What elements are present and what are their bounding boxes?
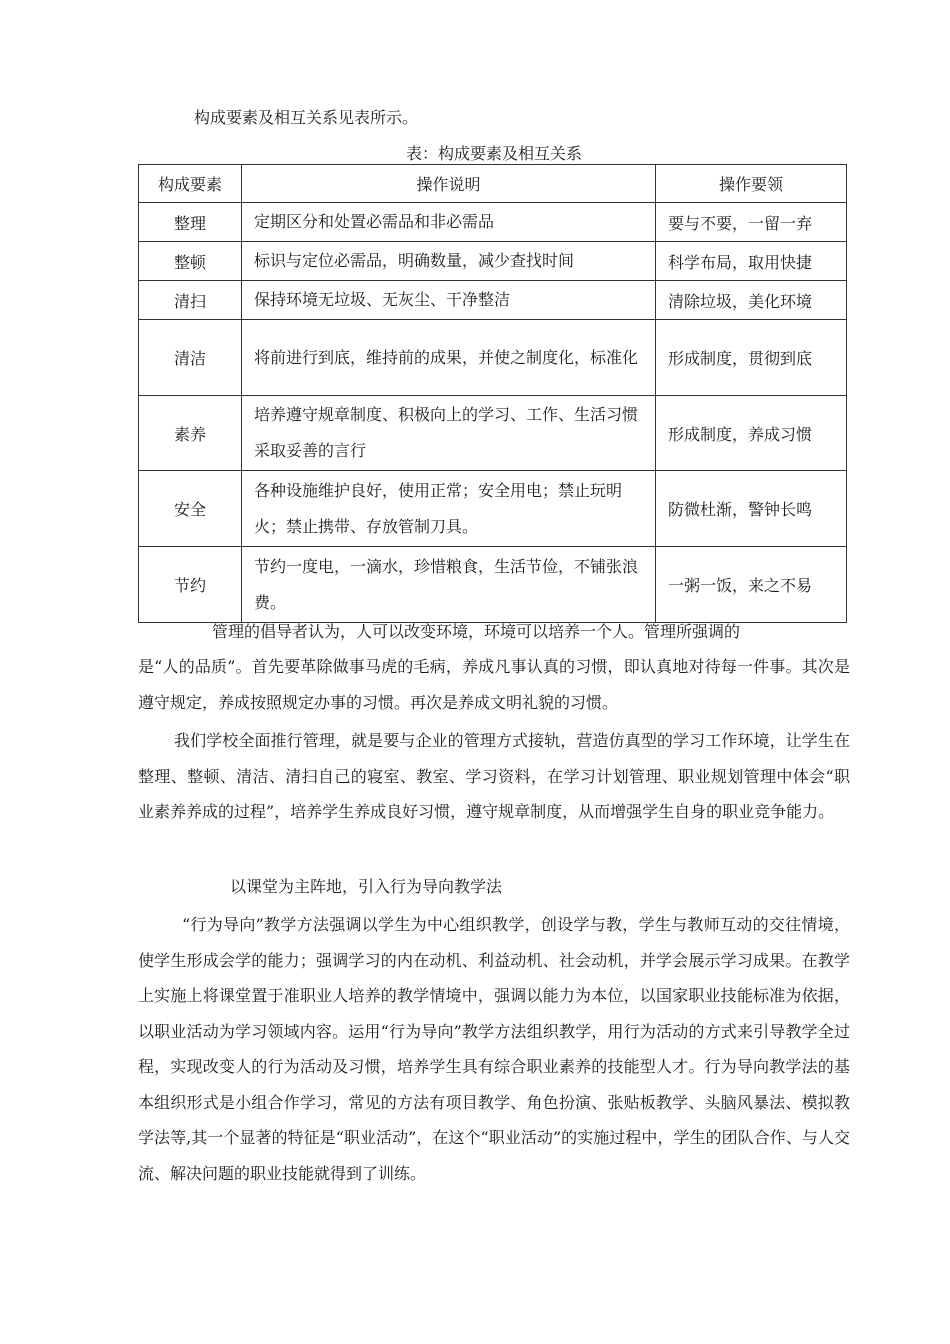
key-point-cell: 防微杜渐，警钟长鸣 — [656, 471, 847, 547]
element-cell: 安全 — [139, 471, 242, 547]
description-cell: 培养遵守规章制度、积极向上的学习、工作、生活习惯采取妥善的言行 — [242, 396, 656, 471]
section-heading: 以课堂为主阵地，引入行为导向教学法 — [230, 877, 503, 896]
key-point-cell: 清除垃圾，美化环境 — [656, 281, 847, 320]
element-cell: 整理 — [139, 203, 242, 242]
table-row — [139, 396, 847, 471]
description-cell: 定期区分和处置必需品和非必需品 — [242, 203, 656, 242]
paragraph-1-continued: 是“人的品质”。首先要革除做事马虎的毛病，养成凡事认真的习惯，即认真地对待每一件事。其次是遵守规定，养成按照规定办事的习惯。再次是养成文明礼貌的习惯。 — [138, 657, 850, 712]
table-row — [139, 203, 847, 242]
table-header-row — [139, 165, 847, 203]
column-header: 操作要领 — [656, 165, 847, 203]
paragraph-2: 我们学校全面推行管理，就是要与企业的管理方式接轨，营造仿真型的学习工作环境，让学生在整理、整顿、清洁、清扫自己的寝室、教室、学习资料，在学习计划管理、职业规划管理中体会“职业素养养成的过程”，培养学生养成良好习惯，遵守规章制度，从而增强学生自身的职业竞争能力。 — [138, 731, 850, 821]
column-header: 操作说明 — [242, 165, 656, 203]
key-point-cell: 形成制度，贯彻到底 — [656, 320, 847, 396]
element-cell: 清扫 — [139, 281, 242, 320]
description-cell: 各种设施维护良好，使用正常；安全用电；禁止玩明火；禁止携带、存放管制刀具。 — [242, 471, 656, 547]
description-cell: 标识与定位必需品，明确数量，减少查找时间 — [242, 242, 656, 281]
element-cell: 素养 — [139, 396, 242, 471]
intro-text: 构成要素及相互关系见表所示。 — [194, 108, 419, 127]
element-cell: 整顿 — [139, 242, 242, 281]
table-row — [139, 281, 847, 320]
table-row — [139, 471, 847, 547]
paragraph-3: “行为导向”教学方法强调以学生为中心组织教学，创设学与教，学生与教师互动的交往情境，使学生形成会学的能力；强调学习的内在动机、利益动机、社会动机，并学会展示学习成果。在教学上实施上将课堂置于准职业人培养的教学情境中，强调以能力为本位，以国家职业技能标准为依据，以职业活动为学习领域内容。运用“行为导向”教学方法组织教学，用行为活动的方式来引导教学全过程，实现改变人的行为活动及习惯，培养学生具有综合职业素养的技能型人才。行为导向教学法的基本组织形式是小组合作学习，常见的方法有项目教学、角色扮演、张贴板教学、头脑风暴法、模拟教学法等,其一个显著的特征是“职业活动”，在这个“职业活动”的实施过程中，学生的团队合作、与人交流、解决问题的职业技能就得到了训练。 — [138, 915, 850, 1183]
element-cell: 清洁 — [139, 320, 242, 396]
element-cell: 节约 — [139, 547, 242, 623]
elements-table — [138, 164, 847, 623]
key-point-cell: 要与不要，一留一弃 — [656, 203, 847, 242]
key-point-cell: 科学布局，取用快捷 — [656, 242, 847, 281]
table-row — [139, 242, 847, 281]
key-point-cell: 形成制度，养成习惯 — [656, 396, 847, 471]
description-cell: 保持环境无垃圾、无灰尘、干净整洁 — [242, 281, 656, 320]
key-point-cell: 一粥一饭，来之不易 — [656, 547, 847, 623]
table-row — [139, 547, 847, 623]
column-header: 构成要素 — [139, 165, 242, 203]
paragraph-1-first-line: 管理的倡导者认为，人可以改变环境，环境可以培养一个人。管理所强调的 — [212, 622, 741, 641]
table-caption: 表：构成要素及相互关系 — [405, 144, 582, 163]
table-row — [139, 320, 847, 396]
description-cell: 将前进行到底，维持前的成果，并使之制度化，标准化 — [242, 320, 656, 396]
description-cell: 节约一度电，一滴水，珍惜粮食，生活节俭，不铺张浪费。 — [242, 547, 656, 623]
